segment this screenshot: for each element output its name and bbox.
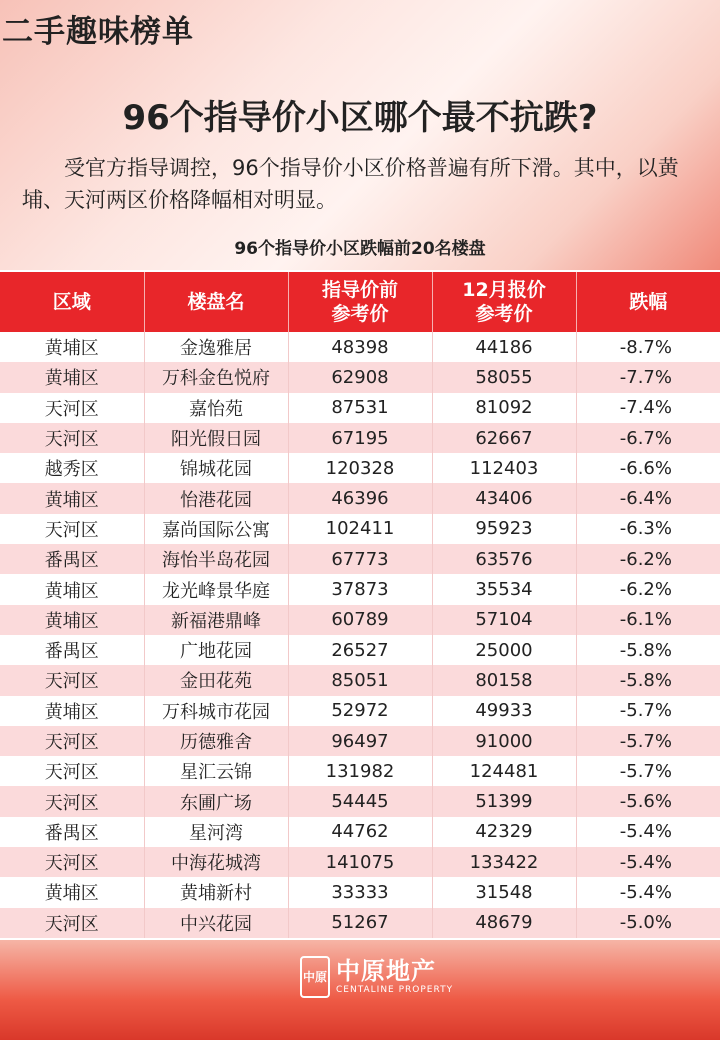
column-header-estate-name: 楼盘名	[144, 272, 288, 332]
logo-badge-icon	[300, 956, 330, 998]
cell-district: 天河区	[0, 393, 144, 423]
table-row	[0, 726, 720, 756]
cell-december-price: 42329	[432, 817, 576, 847]
cell-guide-price: 51267	[288, 908, 432, 938]
cell-december-price: 57104	[432, 605, 576, 635]
cell-december-price: 31548	[432, 877, 576, 907]
cell-decline: -6.3%	[576, 514, 720, 544]
cell-decline: -5.0%	[576, 908, 720, 938]
cell-guide-price: 48398	[288, 332, 432, 362]
cell-decline: -6.2%	[576, 544, 720, 574]
table-row	[0, 514, 720, 544]
cell-guide-price: 67195	[288, 423, 432, 453]
table-row	[0, 332, 720, 362]
cell-district: 黄埔区	[0, 332, 144, 362]
table-row	[0, 786, 720, 816]
cell-district: 天河区	[0, 908, 144, 938]
table-title: 96个指导价小区跌幅前20名楼盘	[234, 239, 486, 259]
cell-december-price: 43406	[432, 483, 576, 513]
cell-december-price: 62667	[432, 423, 576, 453]
cell-district: 天河区	[0, 786, 144, 816]
cell-estate-name: 怡港花园	[144, 483, 288, 513]
cell-district: 黄埔区	[0, 605, 144, 635]
cell-decline: -6.4%	[576, 483, 720, 513]
cell-estate-name: 龙光峰景华庭	[144, 574, 288, 604]
table-row	[0, 605, 720, 635]
cell-december-price: 95923	[432, 514, 576, 544]
table-row	[0, 483, 720, 513]
cell-estate-name: 星汇云锦	[144, 756, 288, 786]
cell-district: 天河区	[0, 665, 144, 695]
table-header-row	[0, 272, 720, 332]
cell-december-price: 81092	[432, 393, 576, 423]
cell-estate-name: 东圃广场	[144, 786, 288, 816]
table-body	[0, 332, 720, 938]
logo-badge-text: 中原	[302, 969, 327, 984]
column-header-december-price: 12月报价 参考价	[432, 272, 576, 332]
table-row	[0, 817, 720, 847]
cell-guide-price: 67773	[288, 544, 432, 574]
cell-decline: -7.4%	[576, 393, 720, 423]
intro-paragraph: 受官方指导调控，96个指导价小区价格普遍有所下滑。其中，以黄埔、天河两区价格降幅相对明显。	[22, 156, 679, 212]
cell-december-price: 80158	[432, 665, 576, 695]
cell-guide-price: 26527	[288, 635, 432, 665]
cell-december-price: 48679	[432, 908, 576, 938]
cell-decline: -8.7%	[576, 332, 720, 362]
logo-name-cn: 中原地产	[336, 957, 436, 985]
cell-estate-name: 万科金色悦府	[144, 362, 288, 392]
cell-estate-name: 广地花园	[144, 635, 288, 665]
cell-guide-price: 131982	[288, 756, 432, 786]
cell-decline: -7.7%	[576, 362, 720, 392]
table-row	[0, 696, 720, 726]
cell-guide-price: 120328	[288, 453, 432, 483]
page-title: 96个指导价小区哪个最不抗跌?	[122, 98, 598, 138]
column-header-district: 区域	[0, 272, 144, 332]
cell-decline: -6.7%	[576, 423, 720, 453]
cell-decline: -5.7%	[576, 726, 720, 756]
cell-estate-name: 海怡半岛花园	[144, 544, 288, 574]
table-row	[0, 574, 720, 604]
cell-district: 天河区	[0, 423, 144, 453]
cell-decline: -5.4%	[576, 847, 720, 877]
cell-estate-name: 金田花苑	[144, 665, 288, 695]
cell-guide-price: 37873	[288, 574, 432, 604]
logo-name-en: CENTALINE PROPERTY	[336, 985, 454, 995]
table-row	[0, 393, 720, 423]
cell-estate-name: 新福港鼎峰	[144, 605, 288, 635]
table-row	[0, 847, 720, 877]
table-row	[0, 362, 720, 392]
cell-guide-price: 52972	[288, 696, 432, 726]
cell-decline: -6.2%	[576, 574, 720, 604]
cell-estate-name: 历德雅舍	[144, 726, 288, 756]
cell-december-price: 51399	[432, 786, 576, 816]
cell-district: 番禺区	[0, 817, 144, 847]
cell-december-price: 133422	[432, 847, 576, 877]
cell-decline: -5.4%	[576, 817, 720, 847]
cell-december-price: 112403	[432, 453, 576, 483]
cell-estate-name: 中兴花园	[144, 908, 288, 938]
header-tag: 二手趣味榜单	[2, 14, 194, 50]
cell-decline: -5.6%	[576, 786, 720, 816]
cell-estate-name: 阳光假日园	[144, 423, 288, 453]
cell-decline: -5.7%	[576, 696, 720, 726]
cell-december-price: 44186	[432, 332, 576, 362]
ranking-table	[0, 272, 720, 938]
table-row	[0, 635, 720, 665]
cell-decline: -5.4%	[576, 877, 720, 907]
cell-december-price: 91000	[432, 726, 576, 756]
cell-estate-name: 金逸雅居	[144, 332, 288, 362]
cell-district: 天河区	[0, 726, 144, 756]
table-row	[0, 877, 720, 907]
cell-guide-price: 46396	[288, 483, 432, 513]
cell-decline: -6.6%	[576, 453, 720, 483]
cell-guide-price: 141075	[288, 847, 432, 877]
column-header-guide-price: 指导价前 参考价	[288, 272, 432, 332]
cell-estate-name: 黄埔新村	[144, 877, 288, 907]
cell-guide-price: 62908	[288, 362, 432, 392]
cell-december-price: 124481	[432, 756, 576, 786]
cell-guide-price: 102411	[288, 514, 432, 544]
cell-guide-price: 54445	[288, 786, 432, 816]
table-row	[0, 544, 720, 574]
cell-december-price: 49933	[432, 696, 576, 726]
cell-guide-price: 96497	[288, 726, 432, 756]
cell-estate-name: 嘉怡苑	[144, 393, 288, 423]
cell-district: 番禺区	[0, 544, 144, 574]
company-logo	[300, 955, 453, 999]
table-row	[0, 908, 720, 938]
cell-district: 黄埔区	[0, 483, 144, 513]
cell-decline: -6.1%	[576, 605, 720, 635]
cell-estate-name: 中海花城湾	[144, 847, 288, 877]
cell-district: 黄埔区	[0, 362, 144, 392]
cell-guide-price: 33333	[288, 877, 432, 907]
cell-december-price: 25000	[432, 635, 576, 665]
cell-estate-name: 锦城花园	[144, 453, 288, 483]
cell-district: 天河区	[0, 847, 144, 877]
cell-estate-name: 星河湾	[144, 817, 288, 847]
cell-district: 黄埔区	[0, 877, 144, 907]
table-row	[0, 453, 720, 483]
table-row	[0, 756, 720, 786]
column-header-decline: 跌幅	[576, 272, 720, 332]
cell-december-price: 35534	[432, 574, 576, 604]
cell-district: 黄埔区	[0, 696, 144, 726]
cell-guide-price: 44762	[288, 817, 432, 847]
cell-decline: -5.7%	[576, 756, 720, 786]
cell-estate-name: 万科城市花园	[144, 696, 288, 726]
cell-december-price: 63576	[432, 544, 576, 574]
cell-guide-price: 60789	[288, 605, 432, 635]
table-row	[0, 665, 720, 695]
cell-guide-price: 87531	[288, 393, 432, 423]
cell-district: 天河区	[0, 756, 144, 786]
cell-decline: -5.8%	[576, 665, 720, 695]
cell-estate-name: 嘉尚国际公寓	[144, 514, 288, 544]
table-row	[0, 423, 720, 453]
cell-district: 越秀区	[0, 453, 144, 483]
cell-district: 天河区	[0, 514, 144, 544]
cell-decline: -5.8%	[576, 635, 720, 665]
cell-guide-price: 85051	[288, 665, 432, 695]
cell-district: 黄埔区	[0, 574, 144, 604]
cell-district: 番禺区	[0, 635, 144, 665]
cell-december-price: 58055	[432, 362, 576, 392]
